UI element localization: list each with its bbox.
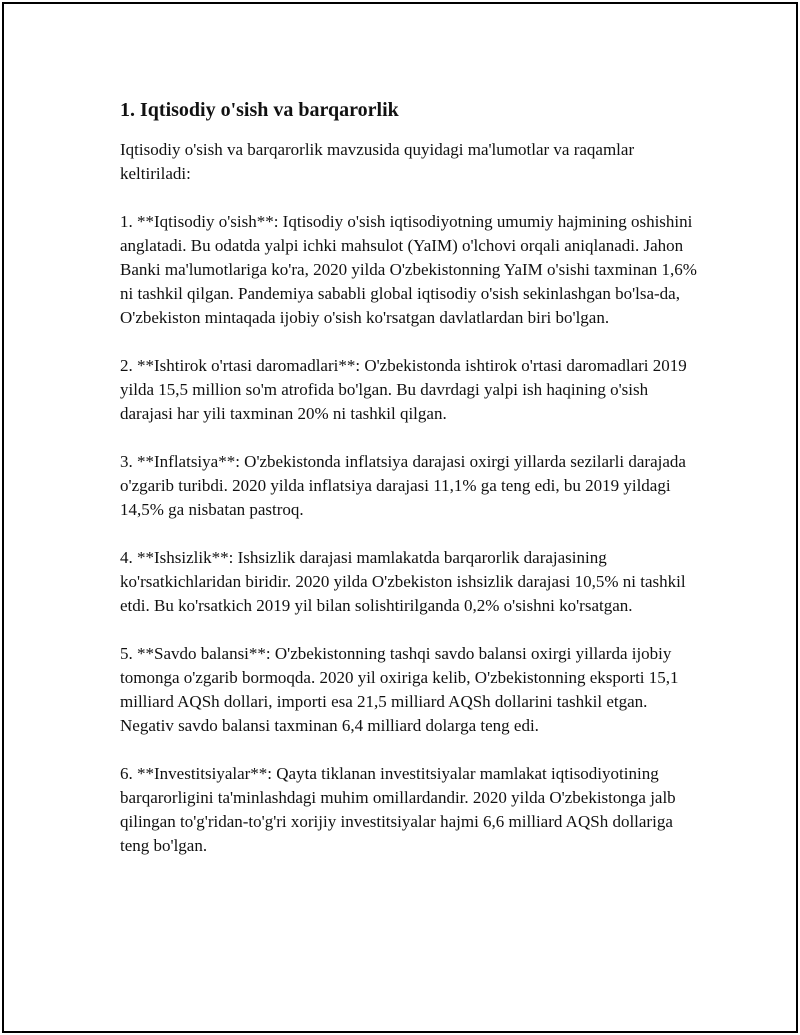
paragraph-trade-balance: 5. **Savdo balansi**: O'zbekistonning tashqi savdo balansi oxirgi yillarda ijobiy tomonga o'zgarib bormoqda. 2020 yil oxiriga kelib, O'zbekistonning eksporti 15,1 milliard AQSh dollari, importi esa 21,5 milliard AQSh dollarini tashkil etgan. Negativ savdo balansi taxminan 6,4 milliard dolarga teng edi. [120,644,679,735]
intro-paragraph: Iqtisodiy o'sish va barqarorlik mavzusida quyidagi ma'lumotlar va raqamlar keltiriladi: [120,140,635,183]
document-body [120,96,700,882]
paragraph-economic-growth: 1. **Iqtisodiy o'sish**: Iqtisodiy o'sish iqtisodiyotning umumiy hajmining oshishini anglatadi. Bu odatda yalpi ichki mahsulot (YaIM) o'lchovi orqali aniqlanadi. Jahon Banki ma'lumotlariga ko'ra, 2020 yilda O'zbekistonning YaIM o'sishi taxminan 1,6% ni tashkil qilgan. Pandemiya sababli global iqtisodiy o'sish sekinlashgan bo'lsa-da, O'zbekiston mintaqada ijobiy o'sish ko'rsatgan davlatlardan biri bo'lgan. [120,212,697,327]
paragraph-inflation: 3. **Inflatsiya**: O'zbekistonda inflatsiya darajasi oxirgi yillarda sezilarli darajada o'zgarib turibdi. 2020 yilda inflatsiya darajasi 11,1% ga teng edi, bu 2019 yildagi 14,5% ga nisbatan pastroq. [120,452,686,519]
paragraph-income: 2. **Ishtirok o'rtasi daromadlari**: O'zbekistonda ishtirok o'rtasi daromadlari 2019 yilda 15,5 million so'm atrofida bo'lgan. Bu davrdagi yalpi ish haqining o'sish darajasi har yili taxminan 20% ni tashkil qilgan. [120,356,687,423]
document-page [2,2,798,1033]
paragraph-unemployment: 4. **Ishsizlik**: Ishsizlik darajasi mamlakatda barqarorlik darajasining ko'rsatkichlaridan biridir. 2020 yilda O'zbekiston ishsizlik darajasi 10,5% ni tashkil etdi. Bu ko'rsatkich 2019 yil bilan solishtirilganda 0,2% o'sishni ko'rsatgan. [120,548,686,615]
document-title: 1. Iqtisodiy o'sish va barqarorlik [120,99,399,121]
paragraph-investments: 6. **Investitsiyalar**: Qayta tiklanan investitsiyalar mamlakat iqtisodiyotining barqarorligini ta'minlashdagi muhim omillardandir. 2020 yilda O'zbekistonga jalb qilingan to'g'ridan-to'g'ri xorijiy investitsiyalar hajmi 6,6 milliard AQSh dollariga teng bo'lgan. [120,764,676,855]
